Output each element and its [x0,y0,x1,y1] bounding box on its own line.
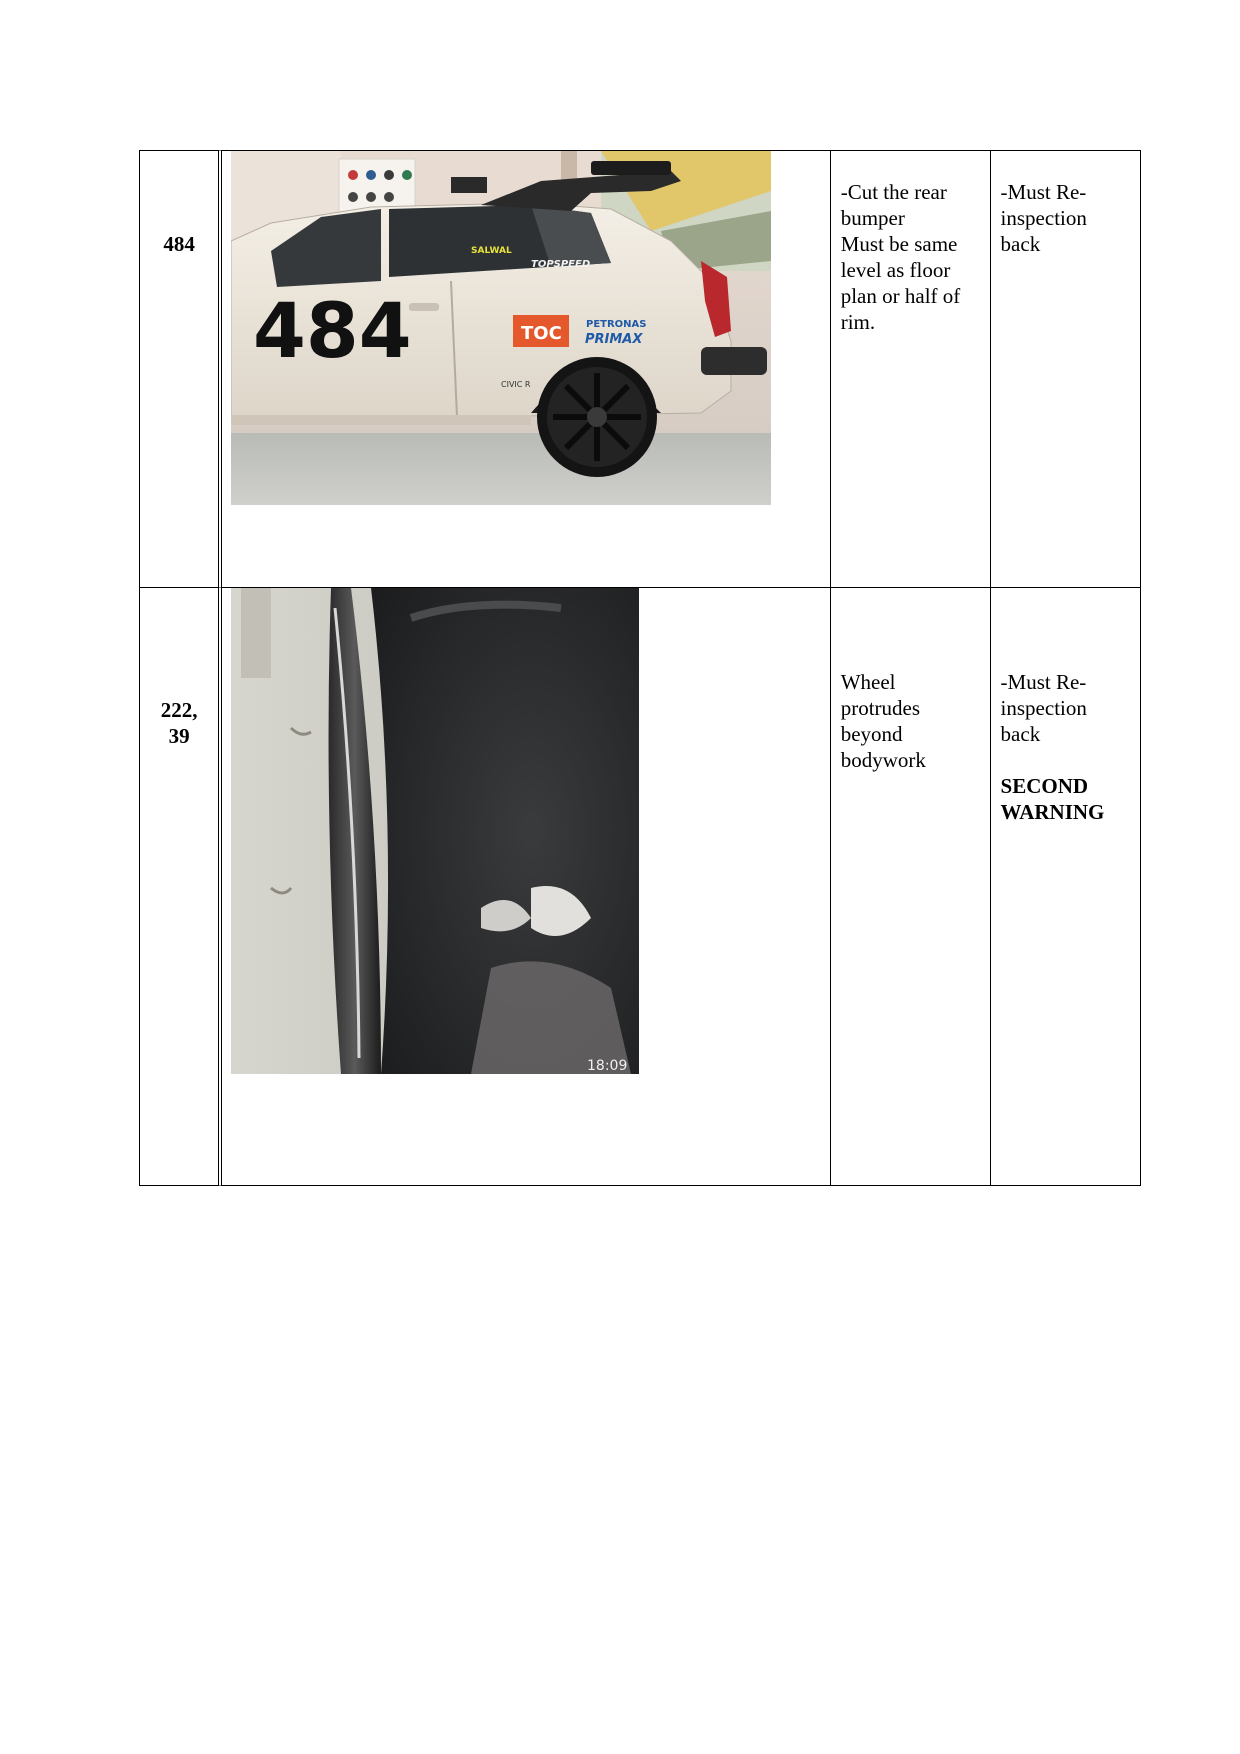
warning-line: WARNING [1000,800,1105,824]
sponsor-toc: TOC [521,323,562,344]
sponsor-primax: PRIMAX [585,332,643,347]
action-cell [990,150,1141,587]
race-car-side-photo [231,151,771,505]
issue-line: -Cut the rear [840,180,947,204]
issue-line: level as floor [840,258,951,282]
driver-name: SALWAL [471,246,512,256]
sponsor-petronas: PETRONAS [586,319,647,330]
action-line: -Must Re- [1000,180,1087,204]
issue-line: bodywork [840,748,926,772]
action-line: back [1000,232,1041,256]
issue-cell [830,587,990,1186]
action-line: inspection [1000,206,1087,230]
car-number-cell [139,150,218,587]
inspection-table [139,150,1141,1186]
model-badge: CIVIC R [501,380,531,389]
issue-line: beyond [840,722,903,746]
wheel-arch-photo [231,588,639,1074]
issue-line: rim. [840,310,876,334]
second-warning [1001,773,1132,825]
action-line: inspection [1000,696,1087,720]
photo-timestamp: 18:09 [587,1058,628,1074]
photo-cell [218,587,830,1186]
warning-line: SECOND [1000,774,1089,798]
issue-line: Must be same [840,232,958,256]
action-line: back [1000,722,1041,746]
issue-line: plan or half of [840,284,961,308]
action-cell [990,587,1141,1186]
issue-line: Wheel [840,670,896,694]
table-row [139,150,1141,587]
car-number-line: 222, [160,698,198,722]
table-row [139,587,1141,1186]
car-number: 484 [163,232,195,256]
action-line: -Must Re- [1000,670,1087,694]
car-number-line: 39 [168,724,190,748]
race-number-decal: 484 [253,286,412,375]
car-number-cell [139,587,218,1186]
issue-line: bumper [840,206,905,230]
issue-cell [830,150,990,587]
sponsor-topspeed: TOPSPEED [531,259,591,270]
issue-line: protrudes [840,696,921,720]
photo-cell [218,150,830,587]
